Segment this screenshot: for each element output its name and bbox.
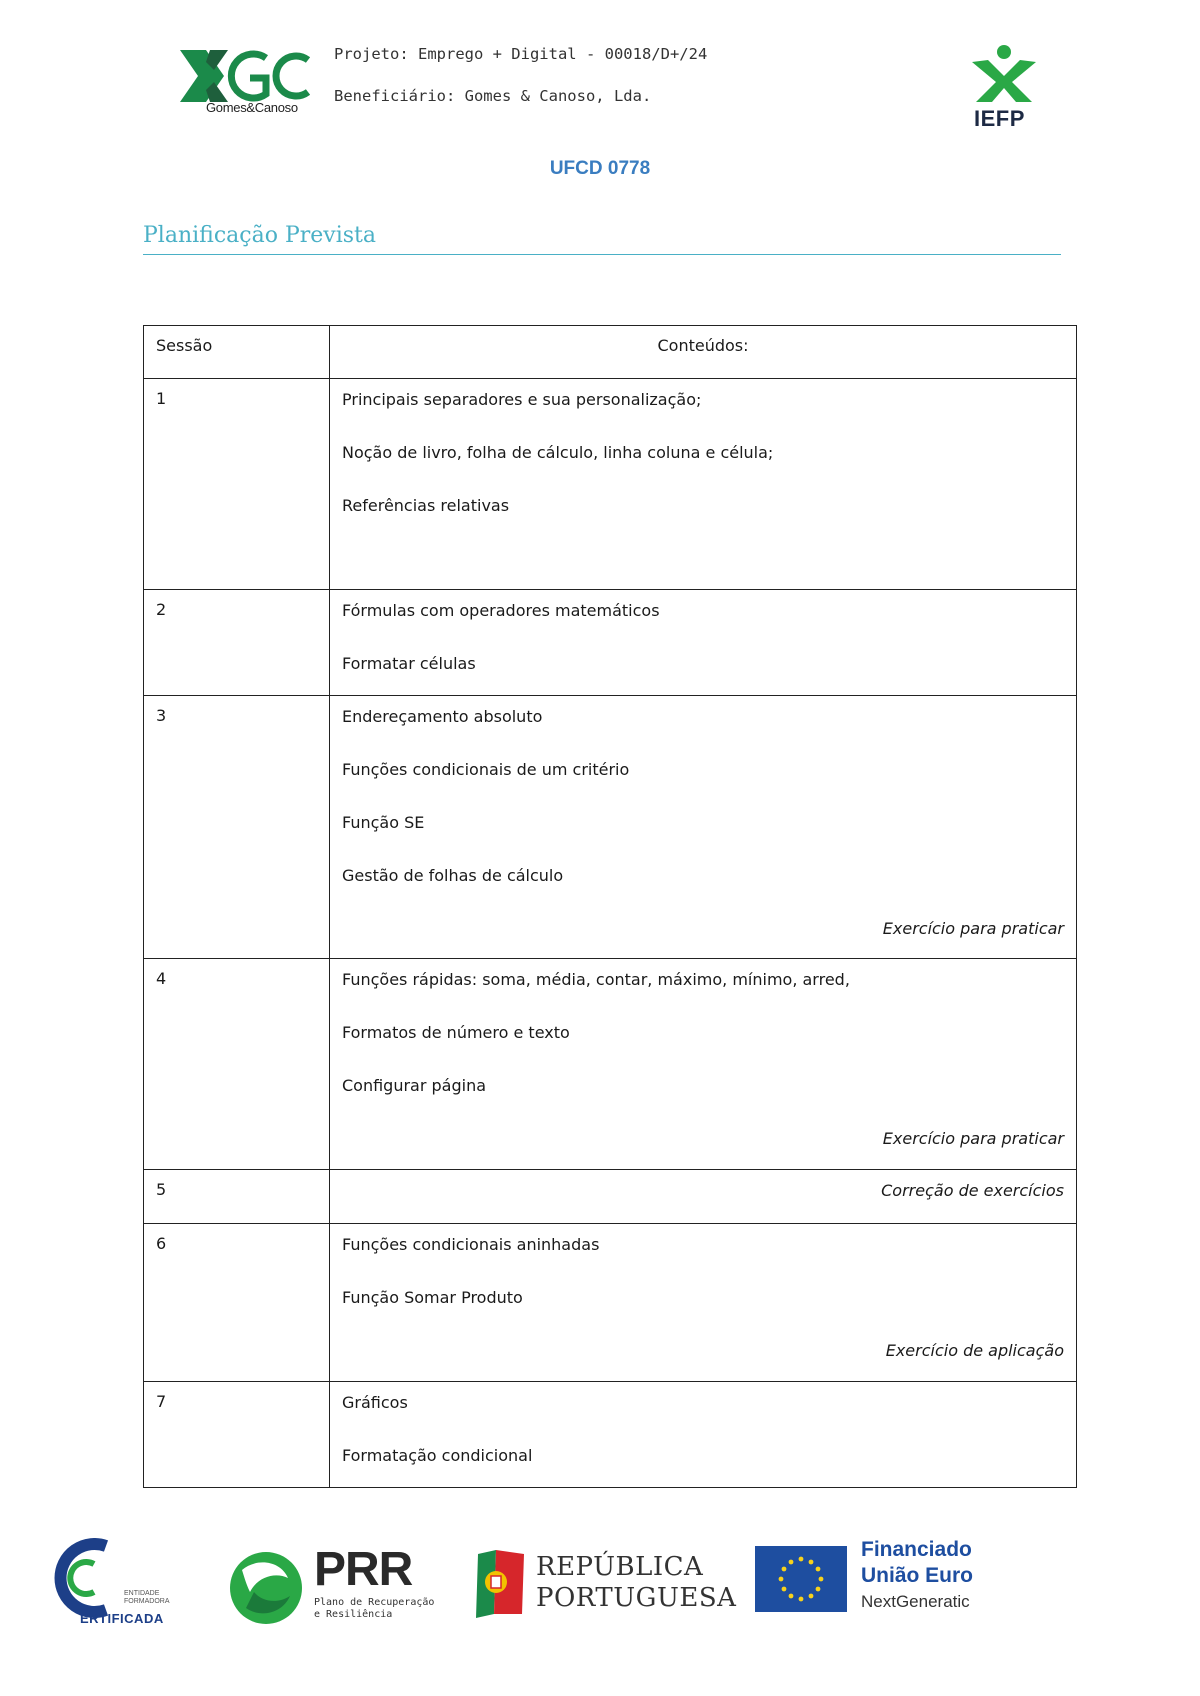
session-number: 2: [144, 590, 330, 696]
content-line: Funções condicionais aninhadas: [342, 1235, 600, 1254]
eu-flag-icon: [755, 1546, 847, 1612]
eu-text-financed: Financiado: [861, 1538, 972, 1561]
dgert-small-line: FORMADORA: [124, 1598, 170, 1605]
prr-circle-icon: [226, 1548, 306, 1628]
content-line: Formatação condicional: [342, 1446, 533, 1465]
table-row: [144, 590, 1077, 696]
iefp-logo: [968, 44, 1048, 134]
table-row: [144, 696, 1077, 959]
content-line: Referências relativas: [342, 496, 510, 515]
gc-logo-mark: [180, 48, 310, 104]
content-line: Principais separadores e sua personalização;: [342, 390, 702, 409]
session-contents: [330, 1382, 1077, 1488]
content-line: Formatos de número e texto: [342, 1023, 570, 1042]
content-line: Formatar células: [342, 654, 476, 673]
content-line: Fórmulas com operadores matemáticos: [342, 601, 660, 620]
header-contents: Conteúdos:: [330, 326, 1077, 379]
content-line: Noção de livro, folha de cálculo, linha coluna e célula;: [342, 443, 774, 462]
content-line: Gráficos: [342, 1393, 408, 1412]
table-row: [144, 1382, 1077, 1488]
session-number: 4: [144, 959, 330, 1170]
beneficiary-line: Beneficiário: Gomes & Canoso, Lda.: [334, 87, 652, 105]
table-row: [144, 379, 1077, 590]
table-row: [144, 959, 1077, 1170]
portugal-flag-icon: [472, 1548, 528, 1618]
content-line: Configurar página: [342, 1076, 487, 1095]
eu-stars-icon: [755, 1546, 847, 1612]
exercise-note: Exercício para praticar: [882, 919, 1064, 938]
session-number: 3: [144, 696, 330, 959]
prr-subtitle-line: e Resiliência: [314, 1609, 393, 1620]
eu-funding-logo: [755, 1536, 980, 1616]
table-row: [144, 1224, 1077, 1382]
prr-subtitle: [314, 1597, 434, 1621]
gomes-canoso-logo: [180, 48, 310, 118]
project-line: Projeto: Emprego + Digital - 00018/D+/24: [334, 45, 708, 63]
prr-subtitle-line: Plano de Recuperação: [314, 1597, 435, 1608]
session-contents: [330, 959, 1077, 1170]
session-number: 6: [144, 1224, 330, 1382]
section-underline: [143, 254, 1061, 255]
dgert-certified-logo: [54, 1538, 184, 1628]
content-line: Função Somar Produto: [342, 1288, 523, 1307]
content-line: Função SE: [342, 813, 425, 832]
exercise-note: Correção de exercícios: [881, 1181, 1064, 1200]
content-line: Funções condicionais de um critério: [342, 760, 630, 779]
session-number: 5: [144, 1170, 330, 1224]
session-contents: [330, 1170, 1077, 1224]
session-contents: [330, 590, 1077, 696]
table-header-row: [144, 326, 1077, 379]
session-number: 1: [144, 379, 330, 590]
session-number: 7: [144, 1382, 330, 1488]
ufcd-title: UFCD 0778: [549, 158, 651, 179]
republica-line: PORTUGUESA: [536, 1583, 737, 1613]
eu-text-union: União Euro: [861, 1564, 974, 1587]
dgert-small-line: ENTIDADE: [124, 1590, 160, 1597]
dgert-small-text: [124, 1590, 170, 1606]
republica-text: [536, 1552, 736, 1614]
republica-line: REPÚBLICA: [536, 1552, 704, 1582]
exercise-note: Exercício de aplicação: [885, 1341, 1064, 1360]
table-row: [144, 1170, 1077, 1224]
dgert-ring-icon: [54, 1538, 124, 1618]
session-contents: [330, 379, 1077, 590]
content-line: Gestão de folhas de cálculo: [342, 866, 564, 885]
exercise-note: Exercício para praticar: [882, 1129, 1064, 1148]
header-session: Sessão: [144, 326, 330, 379]
content-line: Funções rápidas: soma, média, contar, máximo, mínimo, arred,: [342, 970, 850, 989]
planning-table: [143, 325, 1077, 1488]
session-contents: [330, 696, 1077, 959]
content-line: Endereçamento absoluto: [342, 707, 543, 726]
section-title: Planificação Prevista: [143, 223, 376, 248]
iefp-figure-icon: [968, 44, 1040, 104]
eu-text-nextgen: NextGeneratic: [861, 1592, 970, 1611]
iefp-text: IEFP: [974, 106, 1025, 131]
dgert-certified-text: ERTIFICADA: [80, 1611, 164, 1626]
prr-logo: [226, 1543, 456, 1628]
prr-title: PRR: [314, 1543, 413, 1596]
republica-portuguesa-logo: [472, 1548, 737, 1628]
session-contents: [330, 1224, 1077, 1382]
gc-logo-subtitle: Gomes&Canoso: [206, 100, 298, 115]
